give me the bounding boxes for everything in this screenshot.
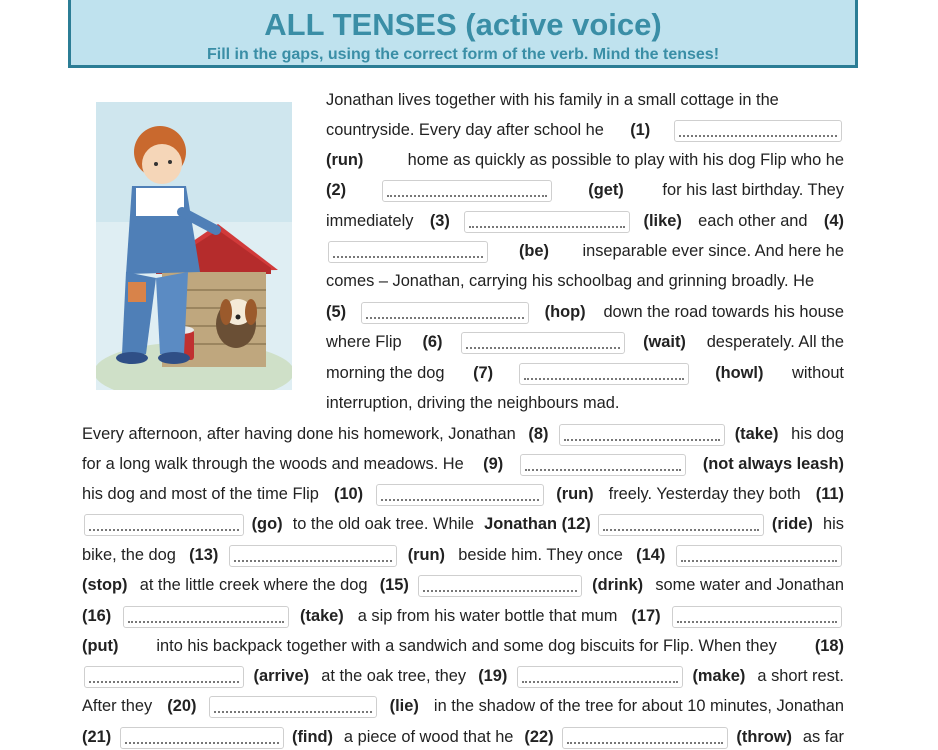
exercise-text-segment: a piece of wood that he <box>339 728 518 746</box>
exercise-line <box>326 239 844 261</box>
worksheet-instructions: Fill in the gaps, using the correct form of the verb. Mind the tenses! <box>206 46 720 63</box>
boy-painting-doghouse-illustration <box>96 102 292 390</box>
exercise-text-segment: (put) <box>82 637 119 655</box>
exercise-text-segment: (take) <box>300 607 344 625</box>
exercise-text-segment: at the little creek where the dog <box>135 576 373 594</box>
exercise-text-segment: (10) <box>333 485 364 503</box>
exercise-text-segment: his dog and most of the time Flip <box>82 485 324 503</box>
exercise-text-segment: comes – Jonathan, carrying his schoolbag and grinning broadly. He <box>326 272 815 290</box>
exercise-text-segment: (ride) <box>771 515 813 533</box>
exercise-line <box>82 543 844 565</box>
exercise-text-segment: (get) <box>588 181 624 199</box>
exercise-line <box>82 422 844 444</box>
exercise-text-segment: (2) <box>326 181 347 199</box>
exercise-text-segment: to the old oak tree. While <box>288 515 479 533</box>
exercise-text-segment: some water and Jonathan <box>650 576 844 594</box>
answer-blank[interactable] <box>598 514 764 536</box>
exercise-line <box>82 725 844 747</box>
exercise-text-segment: without <box>787 364 844 382</box>
answer-blank[interactable] <box>674 120 842 142</box>
exercise-line <box>82 664 844 686</box>
exercise-text-segment: in the shadow of the tree for about 10 minutes, Jonathan <box>429 697 844 715</box>
exercise-text-segment: (wait) <box>643 333 686 351</box>
exercise-text-segment: a sip from his water bottle that mum <box>353 607 622 625</box>
exercise-text-segment: (19) <box>478 667 508 685</box>
exercise-text-segment: (like) <box>643 212 682 230</box>
answer-blank[interactable] <box>229 545 397 567</box>
answer-blank[interactable] <box>562 727 728 749</box>
exercise-text-segment: (run) <box>407 546 446 564</box>
exercise-line <box>326 391 844 413</box>
answer-blank[interactable] <box>209 696 377 718</box>
exercise-text-segment: (14) <box>636 546 666 564</box>
exercise-line <box>82 512 844 534</box>
exercise-text-segment: (18) <box>814 637 844 655</box>
exercise-text-segment: Jonathan lives together with his family in a small cottage in the <box>326 91 779 109</box>
answer-blank[interactable] <box>676 545 842 567</box>
exercise-text-segment: (17) <box>631 607 661 625</box>
exercise-line <box>326 330 844 352</box>
exercise-line <box>326 118 844 140</box>
exercise-text-segment: at the oak tree, they <box>316 667 471 685</box>
exercise-text-segment: inseparable ever since. And here he <box>577 242 844 260</box>
exercise-text-segment: morning the dog <box>326 364 450 382</box>
exercise-text-segment: (stop) <box>82 576 128 594</box>
exercise-text-segment: (not always leash) <box>702 455 844 473</box>
exercise-text-segment: into his backpack together with a sandwich and some dog biscuits for Flip. When they <box>151 637 782 655</box>
exercise-text-segment: (go) <box>251 515 283 533</box>
exercise-text-segment: for his last birthday. They <box>657 181 844 199</box>
answer-blank[interactable] <box>361 302 529 324</box>
exercise-line <box>82 482 844 504</box>
exercise-line <box>326 300 844 322</box>
exercise-text-segment: (drink) <box>592 576 644 594</box>
exercise-line <box>326 209 844 231</box>
exercise-text-segment: (throw) <box>736 728 792 746</box>
exercise-text-segment: (5) <box>326 303 347 321</box>
exercise-line <box>82 634 844 656</box>
exercise-text-segment: his dog <box>786 425 844 443</box>
answer-blank[interactable] <box>382 180 552 202</box>
exercise-text-segment: bike, the dog <box>82 546 181 564</box>
exercise-text-segment: Jonathan (12) <box>484 515 591 533</box>
exercise-line <box>82 573 844 595</box>
exercise-text-segment: (find) <box>292 728 333 746</box>
exercise-text-segment: immediately <box>326 212 418 230</box>
worksheet-header <box>68 0 858 68</box>
answer-blank[interactable] <box>559 424 725 446</box>
answer-blank[interactable] <box>84 666 244 688</box>
exercise-text-segment: (lie) <box>389 697 419 715</box>
exercise-line <box>326 178 844 200</box>
exercise-text-segment: as far <box>798 728 844 746</box>
exercise-text-segment: After they <box>82 697 157 715</box>
exercise-text-segment: freely. Yesterday they both <box>604 485 806 503</box>
worksheet-title: ALL TENSES (active voice) <box>264 7 662 42</box>
exercise-text-segment: (22) <box>524 728 554 746</box>
exercise-line <box>326 88 844 110</box>
exercise-text-segment: (3) <box>429 212 450 230</box>
answer-blank[interactable] <box>461 332 625 354</box>
exercise-text-segment: (6) <box>422 333 443 351</box>
exercise-line <box>326 269 844 291</box>
answer-blank[interactable] <box>464 211 630 233</box>
exercise-text-segment: Every afternoon, after having done his homework, Jonathan <box>82 425 521 443</box>
exercise-text-segment: interruption, driving the neighbours mad. <box>326 394 620 412</box>
exercise-text-segment: (20) <box>167 697 197 715</box>
exercise-text-segment: (15) <box>379 576 409 594</box>
exercise-line <box>82 452 844 474</box>
exercise-text-segment: (13) <box>189 546 219 564</box>
exercise-text-segment: for a long walk through the woods and meadows. He <box>82 455 469 473</box>
exercise-text-segment: (take) <box>734 425 779 443</box>
exercise-text-segment: where Flip <box>326 333 407 351</box>
exercise-text-segment: (16) <box>82 607 112 625</box>
exercise-text-segment: (21) <box>82 728 112 746</box>
exercise-text-segment: (hop) <box>544 303 586 321</box>
exercise-text-segment: (run) <box>556 485 594 503</box>
exercise-text-segment: (8) <box>528 425 549 443</box>
answer-blank[interactable] <box>120 727 284 749</box>
exercise-text-segment: (11) <box>815 485 844 503</box>
exercise-text-segment: (be) <box>518 242 549 260</box>
exercise-text-segment: (howl) <box>715 364 764 382</box>
answer-blank[interactable] <box>519 363 689 385</box>
exercise-text-segment: desperately. All the <box>702 333 844 351</box>
answer-blank[interactable] <box>376 484 544 506</box>
exercise-text-segment: (1) <box>630 121 651 139</box>
exercise-text-segment: a short rest. <box>752 667 844 685</box>
answer-blank[interactable] <box>418 575 582 597</box>
answer-blank[interactable] <box>520 454 686 476</box>
exercise-line <box>326 148 844 170</box>
exercise-text-segment: (make) <box>692 667 746 685</box>
exercise-text-segment: each other and <box>693 212 813 230</box>
exercise-text-segment: beside him. They once <box>453 546 628 564</box>
answer-blank[interactable] <box>123 606 289 628</box>
answer-blank[interactable] <box>84 514 244 536</box>
exercise-text-segment: (7) <box>473 364 494 382</box>
answer-blank[interactable] <box>328 241 488 263</box>
exercise-line <box>82 694 844 716</box>
exercise-text-segment: down the road towards his house <box>598 303 844 321</box>
answer-blank[interactable] <box>672 606 842 628</box>
answer-blank[interactable] <box>517 666 683 688</box>
exercise-line <box>82 604 844 626</box>
exercise-text-segment: (4) <box>823 212 844 230</box>
exercise-text-segment: his <box>818 515 844 533</box>
exercise-text-segment: home as quickly as possible to play with his dog Flip who he <box>403 151 844 169</box>
exercise-text-segment: countryside. Every day after school he <box>326 121 609 139</box>
exercise-line <box>326 361 844 383</box>
exercise-text-segment: (9) <box>483 455 504 473</box>
exercise-text-segment: (arrive) <box>253 667 310 685</box>
exercise-text-segment: (run) <box>326 151 364 169</box>
